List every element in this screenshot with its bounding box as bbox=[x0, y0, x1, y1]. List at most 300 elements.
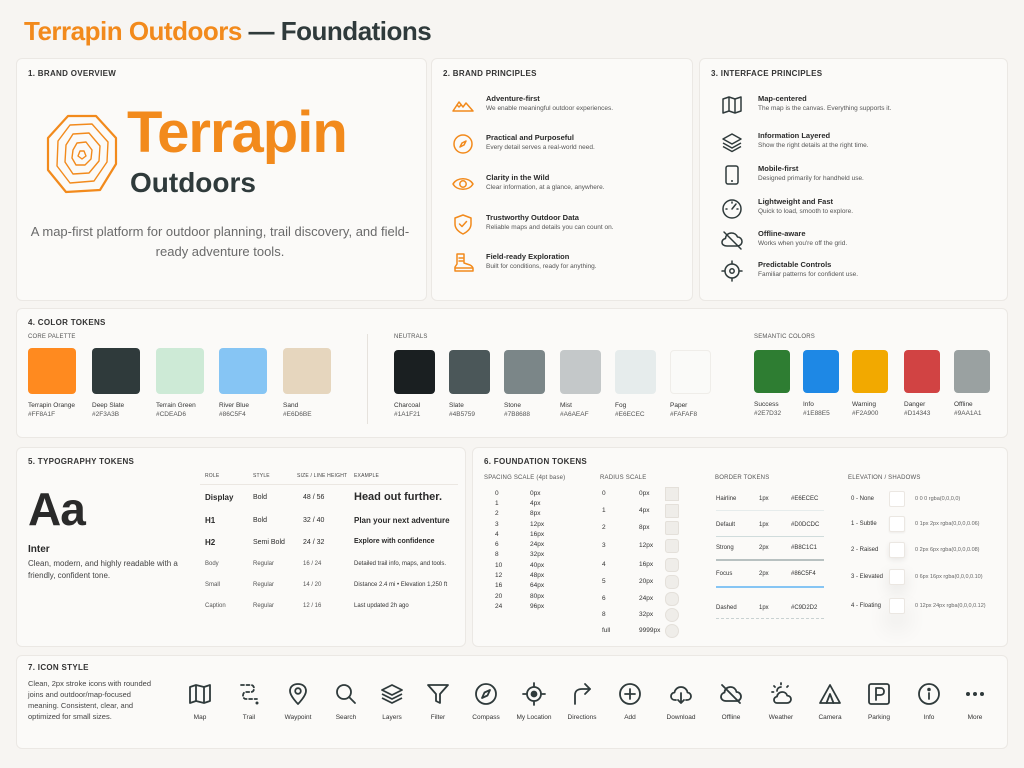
swatch-color bbox=[670, 350, 711, 394]
gauge-icon bbox=[721, 197, 743, 219]
type-style: Regular bbox=[253, 582, 275, 588]
type-size: 24 / 32 bbox=[303, 539, 325, 546]
spacing-value: 16px bbox=[530, 531, 545, 538]
map-icon bbox=[721, 94, 743, 116]
type-size: 48 / 56 bbox=[303, 494, 325, 501]
swatch-name: Stone bbox=[504, 402, 521, 409]
principle-desc: The map is the canvas. Everything supports it. bbox=[758, 105, 892, 112]
principle-title: Practical and Purposeful bbox=[486, 133, 574, 142]
type-role: H1 bbox=[205, 516, 216, 525]
swatch-name: Terrapin Orange bbox=[28, 402, 75, 409]
icon-label: Trail bbox=[242, 714, 256, 721]
principle-desc: Quick to load, smooth to explore. bbox=[758, 208, 854, 215]
swatch-color bbox=[156, 348, 204, 394]
elevation-value: 0 1px 2px rgba(0,0,0,0.06) bbox=[915, 521, 980, 527]
border-preview bbox=[716, 510, 824, 511]
icon-item-info bbox=[904, 682, 954, 721]
type-example: Explore with confidence bbox=[354, 538, 435, 545]
type-header-size: SIZE / LINE HEIGHT bbox=[297, 473, 348, 479]
color-tokens-title: 4. COLOR TOKENS bbox=[28, 318, 106, 327]
type-example: Head out further. bbox=[354, 491, 443, 503]
radius-token: 1 bbox=[602, 507, 606, 514]
border-color: #E6ECEC bbox=[791, 496, 819, 502]
icon-item-waypoint bbox=[273, 682, 323, 721]
type-header-divider bbox=[200, 484, 458, 485]
spacing-token: 10 bbox=[495, 562, 503, 569]
swatch-warning bbox=[852, 350, 900, 417]
type-size: 16 / 24 bbox=[303, 561, 322, 567]
swatch-color bbox=[954, 350, 990, 393]
swatch-color bbox=[92, 348, 140, 394]
swatch-hex: #1A1F21 bbox=[394, 411, 421, 418]
info-icon bbox=[917, 682, 941, 706]
elevation-name: 3 - Elevated bbox=[851, 574, 884, 580]
swatch-hex: #E6ECEC bbox=[615, 411, 645, 418]
swatch-color bbox=[504, 350, 545, 394]
border-name: Strong bbox=[716, 545, 734, 551]
radius-preview bbox=[665, 624, 679, 638]
icon-item-layers bbox=[367, 682, 417, 721]
spacing-scale-label: SPACING SCALE (4pt base) bbox=[484, 475, 566, 481]
border-width: 1px bbox=[759, 522, 769, 528]
swatch-deep-slate bbox=[92, 348, 140, 418]
radius-token: 6 bbox=[602, 595, 606, 602]
radius-token: 2 bbox=[602, 524, 606, 531]
type-example: Detailed trail info, maps, and tools. bbox=[354, 561, 447, 567]
swatch-name: Charcoal bbox=[394, 402, 421, 409]
search-icon bbox=[334, 682, 358, 706]
icon-label: Parking bbox=[867, 714, 891, 721]
layers-icon bbox=[721, 131, 743, 153]
spacing-value: 64px bbox=[530, 582, 545, 589]
spacing-value: 32px bbox=[530, 551, 545, 558]
interface-principle-layered bbox=[721, 131, 1001, 157]
border-name: Default bbox=[716, 522, 736, 528]
elevation-value: 0 6px 16px rgba(0,0,0,0.10) bbox=[915, 574, 983, 580]
icon-label: Info bbox=[923, 714, 935, 721]
interface-principle-predictable bbox=[721, 260, 1001, 286]
spacing-value: 48px bbox=[530, 572, 545, 579]
radius-preview bbox=[665, 575, 679, 589]
color-divider bbox=[367, 334, 368, 424]
principle-desc: Designed primarily for handheld use. bbox=[758, 175, 864, 182]
radius-token: 4 bbox=[602, 561, 606, 568]
directions-icon bbox=[570, 682, 594, 706]
principle-title: Information Layered bbox=[758, 131, 831, 140]
swatch-name: Info bbox=[803, 401, 814, 408]
radius-value: 16px bbox=[639, 561, 654, 568]
border-color: #D0DCDC bbox=[791, 522, 820, 528]
swatch-color bbox=[449, 350, 490, 394]
cloud-off-icon bbox=[721, 229, 743, 251]
type-role: H2 bbox=[205, 538, 216, 547]
swatch-hex: #A6AEAF bbox=[560, 411, 589, 418]
swatch-color bbox=[852, 350, 888, 393]
radius-value: 9999px bbox=[639, 627, 661, 634]
swatch-name: Warning bbox=[852, 401, 876, 408]
border-preview bbox=[716, 536, 824, 537]
type-role: Display bbox=[205, 493, 234, 502]
principle-title: Clarity in the Wild bbox=[486, 173, 550, 182]
spacing-token: 16 bbox=[495, 582, 503, 589]
principle-desc: Familiar patterns for confident use. bbox=[758, 271, 859, 278]
page-title bbox=[24, 16, 431, 47]
spacing-token: 8 bbox=[495, 551, 499, 558]
interface-principle-mobile-first bbox=[721, 164, 1001, 190]
icon-item-offline bbox=[706, 682, 756, 721]
swatch-color bbox=[615, 350, 656, 394]
spacing-value: 24px bbox=[530, 541, 545, 548]
swatch-color bbox=[394, 350, 435, 394]
shield-check-icon bbox=[452, 213, 474, 235]
spacing-token: 1 bbox=[495, 500, 499, 507]
icon-label: Compass bbox=[472, 714, 500, 721]
elevation-preview bbox=[889, 516, 905, 532]
elevation-name: 4 - Floating bbox=[851, 603, 882, 609]
radius-value: 24px bbox=[639, 595, 654, 602]
icon-item-trail bbox=[224, 682, 274, 721]
swatch-paper bbox=[670, 350, 718, 418]
icon-label: Offline bbox=[721, 714, 741, 721]
icon-label: Camera bbox=[818, 714, 842, 721]
spacing-token: 2 bbox=[495, 510, 499, 517]
radius-token: 3 bbox=[602, 542, 606, 549]
icon-label: My Location bbox=[516, 714, 552, 721]
border-width: 2px bbox=[759, 571, 769, 577]
principle-desc: We enable meaningful outdoor experiences. bbox=[486, 105, 614, 112]
spacing-token: 3 bbox=[495, 521, 499, 528]
swatch-hex: #2E7D32 bbox=[754, 410, 782, 417]
radius-preview bbox=[665, 487, 679, 501]
swatch-hex: #D14343 bbox=[904, 410, 931, 417]
swatch-offline bbox=[954, 350, 1002, 417]
icon-label: Search bbox=[335, 714, 357, 721]
elevation-preview bbox=[889, 491, 905, 507]
icon-item-weather bbox=[756, 682, 806, 721]
border-width: 1px bbox=[759, 605, 769, 611]
type-style: Semi Bold bbox=[253, 539, 285, 546]
border-name: Dashed bbox=[716, 605, 737, 611]
spacing-value: 96px bbox=[530, 603, 545, 610]
swatch-success bbox=[754, 350, 802, 417]
radius-value: 12px bbox=[639, 542, 654, 549]
parking-icon bbox=[867, 682, 891, 706]
elevation-name: 2 - Raised bbox=[851, 547, 879, 553]
icon-label: Layers bbox=[382, 714, 402, 721]
font-name: Inter bbox=[28, 544, 50, 555]
swatch-danger bbox=[904, 350, 952, 417]
swatch-name: Offline bbox=[954, 401, 973, 408]
radius-value: 32px bbox=[639, 611, 654, 618]
swatch-hex: #F2A900 bbox=[852, 410, 879, 417]
icon-label: Map bbox=[193, 714, 207, 721]
spacing-token: 12 bbox=[495, 572, 503, 579]
type-role: Small bbox=[205, 582, 221, 588]
principle-title: Trustworthy Outdoor Data bbox=[486, 213, 579, 222]
type-role: Caption bbox=[205, 603, 226, 609]
icon-style-description: Clean, 2px stroke icons with rounded joins and outdoor/map-focused meaning. Consistent, clear, and optimized for small sizes. bbox=[28, 679, 151, 721]
type-header-style: STYLE bbox=[253, 473, 270, 479]
radius-value: 8px bbox=[639, 524, 650, 531]
brand-wordmark-terrapin: Terrapin bbox=[127, 100, 347, 165]
radius-preview bbox=[665, 608, 679, 622]
elevation-value: 0 2px 6px rgba(0,0,0,0.08) bbox=[915, 547, 980, 553]
interface-principle-map-centered bbox=[721, 94, 1001, 120]
brand-wordmark-outdoors: Outdoors bbox=[130, 167, 256, 198]
swatch-hex: #2F3A3B bbox=[92, 411, 120, 418]
swatch-name: Paper bbox=[670, 402, 688, 409]
spacing-token: 0 bbox=[495, 490, 499, 497]
interface-principle-offline-aware bbox=[721, 229, 1001, 255]
my-location-icon bbox=[522, 682, 546, 706]
border-preview bbox=[716, 618, 824, 619]
map-icon bbox=[188, 682, 212, 706]
icon-item-download bbox=[656, 682, 706, 721]
principle-title: Predictable Controls bbox=[758, 260, 832, 269]
border-color: #B8C1C1 bbox=[791, 545, 818, 551]
brand-principle-field-ready bbox=[452, 252, 682, 278]
weather-icon bbox=[769, 682, 793, 706]
swatch-charcoal bbox=[394, 350, 442, 418]
principle-desc: Built for conditions, ready for anything. bbox=[486, 263, 597, 270]
radius-preview bbox=[665, 504, 679, 518]
add-icon bbox=[618, 682, 642, 706]
type-sample: Aa bbox=[28, 483, 85, 535]
swatch-hex: #86C5F4 bbox=[219, 411, 246, 418]
spacing-value: 8px bbox=[530, 510, 541, 517]
page-title-rest: Foundations bbox=[280, 16, 432, 46]
swatch-color bbox=[560, 350, 601, 394]
radius-token: full bbox=[602, 627, 611, 634]
swatch-sand bbox=[283, 348, 331, 418]
radius-scale-label: RADIUS SCALE bbox=[600, 475, 647, 481]
icon-label: Weather bbox=[768, 714, 794, 721]
icon-label: Waypoint bbox=[284, 714, 312, 721]
brand-principle-clarity bbox=[452, 173, 682, 199]
radius-token: 5 bbox=[602, 578, 606, 585]
waypoint-icon bbox=[286, 682, 310, 706]
border-width: 1px bbox=[759, 496, 769, 502]
radius-token: 0 bbox=[602, 490, 606, 497]
elevation-value: 0 0 0 rgba(0,0,0,0) bbox=[915, 496, 961, 502]
semantic-colors-label: SEMANTIC COLORS bbox=[754, 334, 816, 340]
swatch-hex: #FAFAF8 bbox=[670, 411, 698, 418]
swatch-river-blue bbox=[219, 348, 267, 418]
icon-label: Filter bbox=[430, 714, 446, 721]
radius-preview bbox=[665, 539, 679, 553]
font-description: Clean, modern, and highly readable with a friendly, confident tone. bbox=[28, 559, 178, 580]
swatch-hex: #9AA1A1 bbox=[954, 410, 982, 417]
radius-value: 20px bbox=[639, 578, 654, 585]
type-size: 32 / 40 bbox=[303, 517, 325, 524]
swatch-name: River Blue bbox=[219, 402, 249, 409]
icon-label: Download bbox=[666, 714, 696, 721]
spacing-value: 40px bbox=[530, 562, 545, 569]
border-color: #86C5F4 bbox=[791, 571, 816, 577]
icon-item-search bbox=[321, 682, 371, 721]
elevation-name: 0 - None bbox=[851, 496, 875, 502]
elevation-value: 0 12px 24px rgba(0,0,0,0.12) bbox=[915, 603, 986, 609]
eye-icon bbox=[452, 173, 474, 195]
elevation-preview bbox=[889, 542, 905, 558]
icon-item-my-location bbox=[509, 682, 559, 721]
terrapin-logo-icon bbox=[44, 112, 120, 196]
icon-item-camera bbox=[805, 682, 855, 721]
principle-title: Lightweight and Fast bbox=[758, 197, 833, 206]
type-example: Last updated 2h ago bbox=[354, 603, 409, 609]
boot-icon bbox=[452, 252, 474, 274]
swatch-fog bbox=[615, 350, 663, 418]
spacing-value: 4px bbox=[530, 500, 541, 507]
swatch-terrapin-orange bbox=[28, 348, 76, 418]
typography-title: 5. TYPOGRAPHY TOKENS bbox=[28, 457, 135, 466]
swatch-mist bbox=[560, 350, 608, 418]
border-width: 2px bbox=[759, 545, 769, 551]
swatch-name: Danger bbox=[904, 401, 926, 408]
spacing-token: 24 bbox=[495, 603, 503, 610]
swatch-name: Sand bbox=[283, 402, 299, 409]
swatch-hex: #E6D6BE bbox=[283, 411, 312, 418]
radius-token: 8 bbox=[602, 611, 606, 618]
border-preview bbox=[716, 586, 824, 588]
typography-card bbox=[16, 447, 466, 647]
swatch-hex: #4B5759 bbox=[449, 411, 476, 418]
brand-principle-trustworthy bbox=[452, 213, 682, 239]
icon-item-more bbox=[950, 682, 1000, 721]
radius-preview bbox=[665, 592, 679, 606]
swatch-hex: #7B8688 bbox=[504, 411, 531, 418]
type-style: Regular bbox=[253, 603, 275, 609]
brand-principles-title: 2. BRAND PRINCIPLES bbox=[443, 69, 537, 78]
type-example: Distance 2.4 mi • Elevation 1,250 ft bbox=[354, 582, 448, 588]
border-tokens-label: BORDER TOKENS bbox=[715, 475, 770, 481]
icon-item-directions bbox=[557, 682, 607, 721]
spacing-value: 0px bbox=[530, 490, 541, 497]
elevation-label: ELEVATION / SHADOWS bbox=[848, 475, 921, 481]
principle-desc: Every detail serves a real-world need. bbox=[486, 144, 595, 151]
elevation-preview bbox=[889, 598, 905, 614]
icon-item-map bbox=[175, 682, 225, 721]
swatch-color bbox=[803, 350, 839, 393]
swatch-hex: #1E88E5 bbox=[803, 410, 830, 417]
core-palette-label: CORE PALETTE bbox=[28, 334, 76, 340]
download-icon bbox=[669, 682, 693, 706]
crosshair-icon bbox=[721, 260, 743, 282]
page-title-dash: — bbox=[248, 16, 275, 46]
swatch-color bbox=[754, 350, 790, 393]
spacing-token: 20 bbox=[495, 593, 503, 600]
swatch-color bbox=[28, 348, 76, 394]
border-name: Hairline bbox=[716, 496, 737, 502]
elevation-preview bbox=[889, 569, 905, 585]
icon-style-title: 7. ICON STYLE bbox=[28, 663, 89, 672]
type-header-role: ROLE bbox=[205, 473, 220, 479]
radius-value: 4px bbox=[639, 507, 650, 514]
icon-item-filter bbox=[413, 682, 463, 721]
principle-desc: Clear information, at a glance, anywhere. bbox=[486, 184, 605, 191]
icon-label: More bbox=[967, 714, 983, 721]
principle-desc: Show the right details at the right time. bbox=[758, 142, 869, 149]
offline-icon bbox=[719, 682, 743, 706]
swatch-terrain-green bbox=[156, 348, 204, 418]
elevation-name: 1 - Subtle bbox=[851, 521, 877, 527]
foundation-tokens-title: 6. FOUNDATION TOKENS bbox=[484, 457, 588, 466]
compass-icon bbox=[474, 682, 498, 706]
type-size: 14 / 20 bbox=[303, 582, 322, 588]
swatch-name: Deep Slate bbox=[92, 402, 125, 409]
swatch-hex: #FF8A1F bbox=[28, 411, 56, 418]
compass-icon bbox=[452, 133, 474, 155]
principle-desc: Works when you're off the grid. bbox=[758, 240, 848, 247]
trail-icon bbox=[237, 682, 261, 706]
principle-title: Map-centered bbox=[758, 94, 807, 103]
swatch-color bbox=[219, 348, 267, 394]
radius-preview bbox=[665, 521, 679, 535]
principle-title: Field-ready Exploration bbox=[486, 252, 570, 261]
icon-item-compass bbox=[461, 682, 511, 721]
icon-label: Add bbox=[624, 714, 636, 721]
swatch-name: Slate bbox=[449, 402, 464, 409]
interface-principles-title: 3. INTERFACE PRINCIPLES bbox=[711, 69, 823, 78]
icon-label: Directions bbox=[567, 714, 597, 721]
icon-item-add bbox=[605, 682, 655, 721]
tent-icon bbox=[818, 682, 842, 706]
type-example: Plan your next adventure bbox=[354, 516, 450, 525]
spacing-token: 4 bbox=[495, 531, 499, 538]
spacing-value: 80px bbox=[530, 593, 545, 600]
icon-item-parking bbox=[854, 682, 904, 721]
swatch-name: Terrain Green bbox=[156, 402, 196, 409]
brand-description: A map-first platform for outdoor planning, trail discovery, and field-ready adventure tools. bbox=[30, 224, 410, 259]
swatch-name: Fog bbox=[615, 402, 627, 409]
border-name: Focus bbox=[716, 571, 733, 577]
radius-preview bbox=[665, 558, 679, 572]
brand-principle-practical bbox=[452, 133, 682, 159]
brand-overview-title: 1. BRAND OVERVIEW bbox=[28, 69, 117, 78]
brand-principle-adventure bbox=[452, 94, 682, 120]
spacing-token: 6 bbox=[495, 541, 499, 548]
border-preview bbox=[716, 559, 824, 561]
phone-icon bbox=[721, 164, 743, 186]
swatch-name: Mist bbox=[560, 402, 572, 409]
principle-desc: Reliable maps and details you can count on. bbox=[486, 224, 614, 231]
border-color: #C9D2D2 bbox=[791, 605, 818, 611]
type-style: Regular bbox=[253, 561, 275, 567]
more-icon bbox=[963, 682, 987, 706]
swatch-slate bbox=[449, 350, 497, 418]
principle-title: Offline-aware bbox=[758, 229, 806, 238]
type-role: Body bbox=[205, 561, 219, 567]
page-title-brand: Terrapin Outdoors bbox=[24, 16, 242, 46]
swatch-color bbox=[904, 350, 940, 393]
principle-title: Mobile-first bbox=[758, 164, 799, 173]
swatch-stone bbox=[504, 350, 552, 418]
swatch-color bbox=[283, 348, 331, 394]
layers-icon bbox=[380, 682, 404, 706]
swatch-hex: #CDEAD6 bbox=[156, 411, 186, 418]
type-style: Bold bbox=[253, 517, 268, 524]
filter-icon bbox=[426, 682, 450, 706]
neutrals-label: NEUTRALS bbox=[394, 334, 428, 340]
principle-title: Adventure-first bbox=[486, 94, 540, 103]
swatch-info bbox=[803, 350, 851, 417]
spacing-value: 12px bbox=[530, 521, 545, 528]
swatch-name: Success bbox=[754, 401, 779, 408]
type-size: 12 / 16 bbox=[303, 603, 322, 609]
type-header-example: EXAMPLE bbox=[354, 473, 380, 479]
interface-principle-lightweight bbox=[721, 197, 1001, 223]
type-style: Bold bbox=[253, 494, 268, 501]
